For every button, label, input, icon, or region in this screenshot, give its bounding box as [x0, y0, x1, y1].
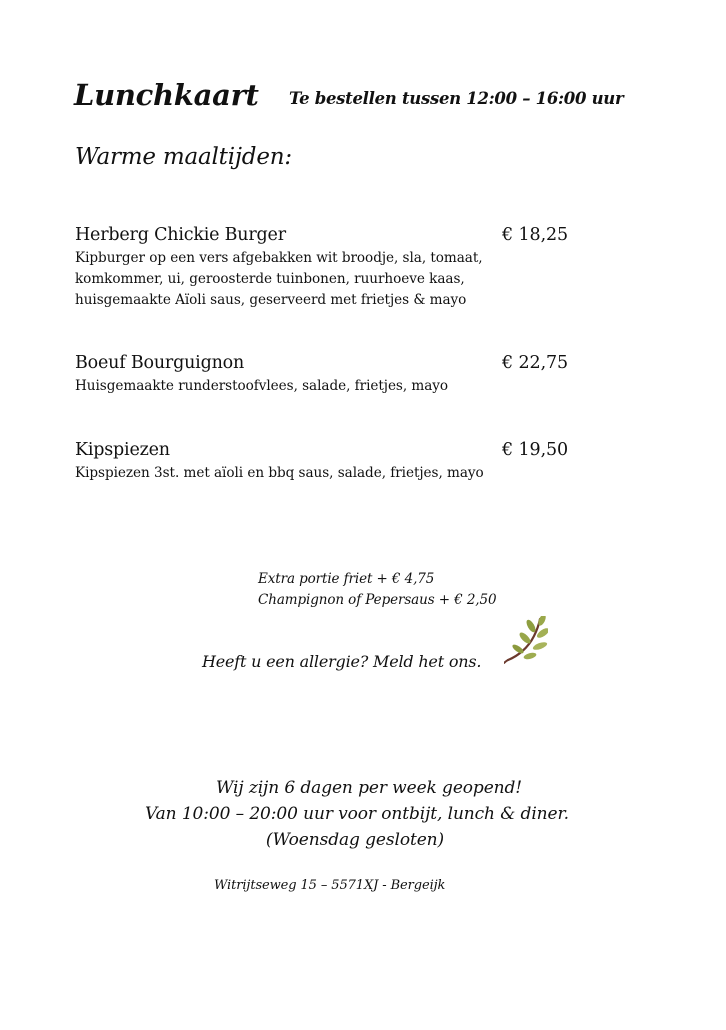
menu-item-name: Herberg Chickie Burger [75, 225, 286, 245]
menu-item-price: € 19,50 [502, 440, 569, 460]
section-title: Warme maaltijden: [75, 144, 292, 170]
description-line: huisgemaakte Aïoli saus, geserveerd met frietjes & mayo [75, 292, 467, 308]
menu-item-description [75, 376, 448, 397]
menu-item-description [75, 463, 484, 484]
opening-info [0, 775, 726, 853]
address: Witrijtseweg 15 – 5571XJ - Bergeijk [214, 878, 446, 893]
allergy-note: Heeft u een allergie? Meld het ons. [202, 652, 482, 671]
leaf-branch-icon [504, 616, 548, 664]
description-line: Kipspiezen 3st. met aïoli en bbq saus, salade, frietjes, mayo [75, 465, 484, 481]
order-hours: Te bestellen tussen 12:00 – 16:00 uur [289, 89, 624, 108]
menu-item-price: € 18,25 [502, 225, 569, 245]
menu-item-name: Kipspiezen [75, 440, 170, 460]
description-line: komkommer, ui, geroosterde tuinbonen, ruurhoeve kaas, [75, 271, 465, 287]
extra-item: Champignon of Pepersaus + € 2,50 [258, 592, 497, 608]
menu-item-name: Boeuf Bourguignon [75, 353, 245, 373]
menu-item-description [75, 248, 483, 311]
description-line: Huisgemaakte runderstoofvlees, salade, frietjes, mayo [75, 378, 449, 394]
opening-line: Wij zijn 6 dagen per week geopend! [215, 778, 523, 798]
extra-item: Extra portie friet + € 4,75 [258, 571, 435, 587]
page-title: Lunchkaart [74, 78, 259, 112]
menu-item-price: € 22,75 [502, 353, 569, 373]
description-line: Kipburger op een vers afgebakken wit broodje, sla, tomaat, [75, 250, 483, 266]
opening-line: Van 10:00 – 20:00 uur voor ontbijt, lunch & diner. [145, 804, 569, 824]
opening-line: (Woensdag gesloten) [265, 830, 445, 850]
extras-list [258, 569, 496, 611]
